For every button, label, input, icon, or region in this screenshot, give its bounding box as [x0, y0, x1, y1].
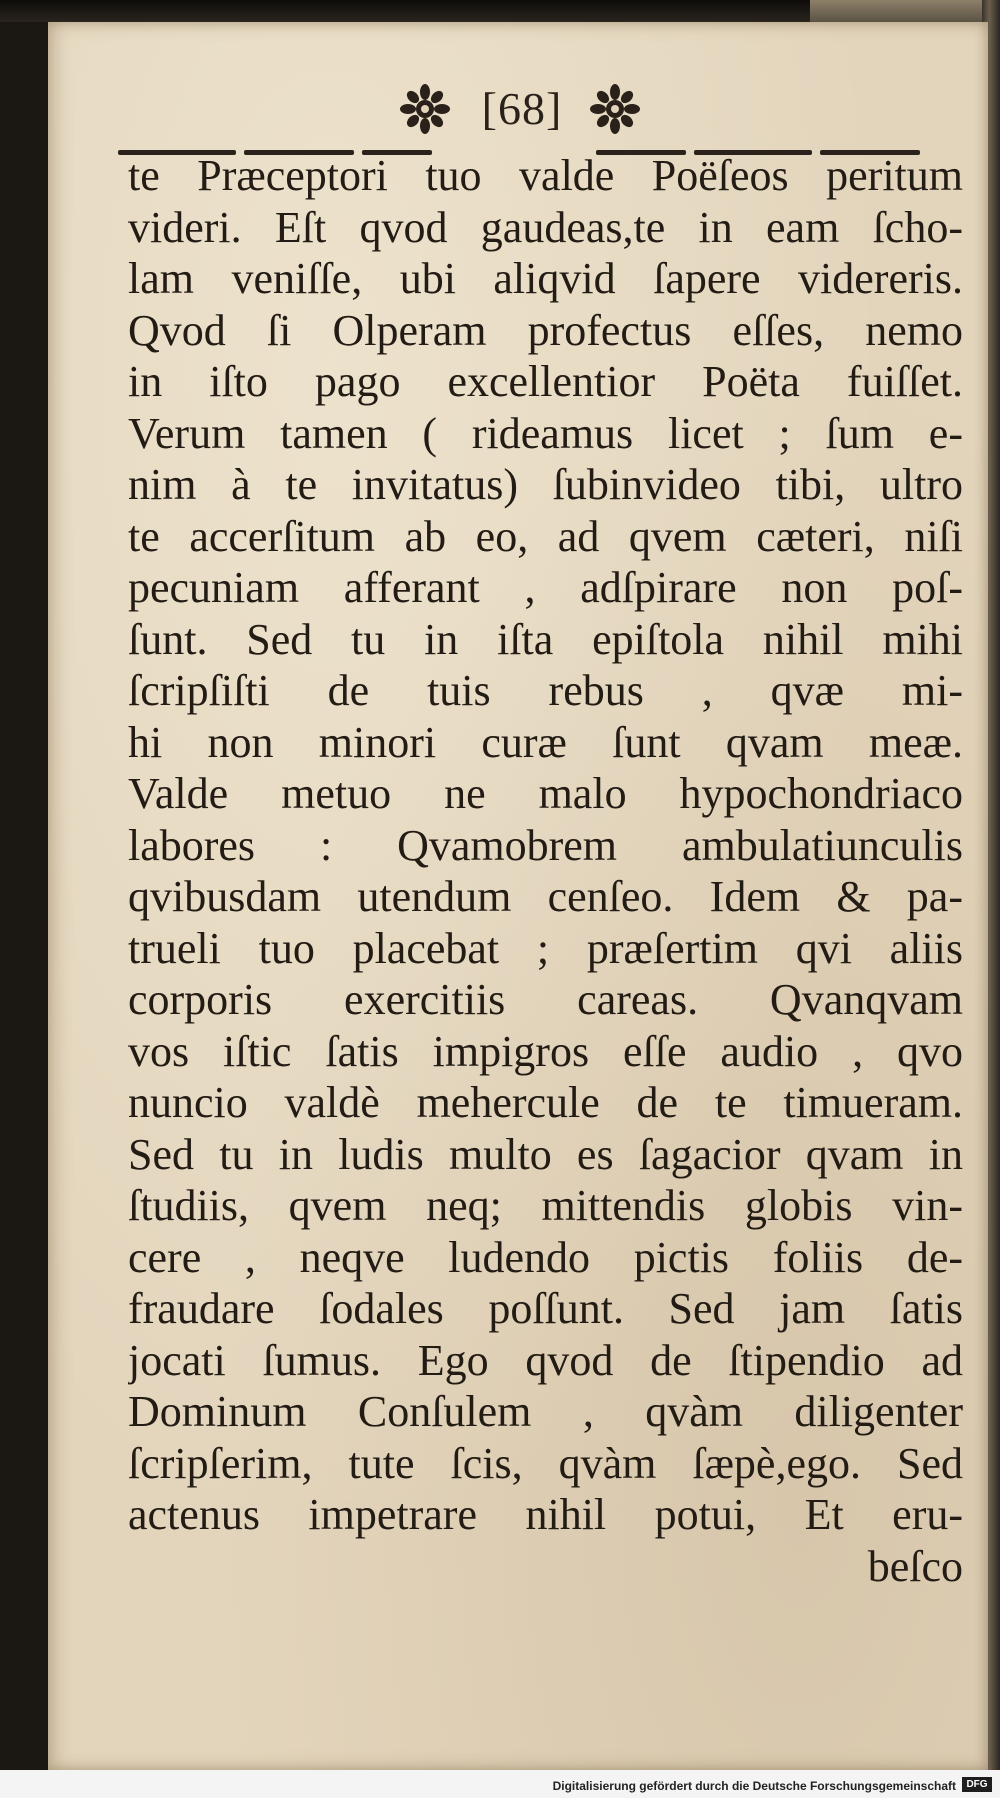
text-line: Verum tamen ( rideamus licet ; ſum e-	[128, 408, 963, 458]
page-header	[48, 82, 988, 142]
text-line: trueli tuo placebat ; præſertim qvi aliis	[128, 923, 963, 973]
fleuron-left-icon	[400, 84, 450, 134]
text-line: actenus impetrare nihil potui, Et eru-	[128, 1490, 963, 1539]
text-line: cere , neqve ludendo pictis foliis de-	[128, 1232, 963, 1282]
text-line: corporis exercitiis careas. Qvanqvam	[128, 975, 963, 1024]
text-line: ſcripſerim, tute ſcis, qvàm ſæpè,ego. Sed	[128, 1438, 963, 1488]
text-line: lam veniſſe, ubi aliqvid ſapere videreris.	[128, 254, 963, 303]
text-line: nim à te invitatus) ſubinvideo tibi, ultro	[128, 460, 963, 509]
text-line: labores : Qvamobrem ambulatiunculis	[128, 820, 963, 870]
text-line: te accerſitum ab eo, ad qvem cæteri, niſi	[128, 511, 963, 561]
fleuron-right-icon	[590, 84, 640, 134]
page-number: [68]	[481, 83, 563, 134]
footer-bar	[0, 1770, 1000, 1798]
text-line: hi non minori curæ ſunt qvam meæ.	[128, 717, 963, 767]
text-line: te Præceptori tuo valde Poëſeos peritum	[128, 151, 963, 200]
text-line: fraudare ſodales poſſunt. Sed jam ſatis	[128, 1284, 963, 1333]
book-page	[48, 22, 988, 1770]
text-line: ſcripſiſti de tuis rebus , qvæ mi-	[128, 666, 963, 715]
text-line: Valde metuo ne malo hypochondriaco	[128, 769, 963, 818]
text-line: pecuniam afferant , adſpirare non poſ-	[128, 563, 963, 612]
text-line: Sed tu in ludis multo es ſagacior qvam in	[128, 1129, 963, 1179]
text-line: qvibusdam utendum cenſeo. Idem & pa-	[128, 872, 963, 921]
dfg-logo-icon: DFG	[962, 1777, 992, 1792]
text-line: vos iſtic ſatis impigros eſſe audio , qvo	[128, 1026, 963, 1076]
text-line: nuncio valdè mehercule de te timueram.	[128, 1078, 963, 1127]
footer-credit: Digitalisierung gefördert durch die Deutsche Forschungsgemeinschaft	[552, 1779, 956, 1793]
text-line: Dominum Conſulem , qvàm diligenter	[128, 1387, 963, 1436]
catchword: beſco	[867, 1541, 963, 1591]
text-line: jocati ſumus. Ego qvod de ſtipendio ad	[128, 1335, 963, 1385]
text-line: Qvod ſi Olperam profectus eſſes, nemo	[128, 305, 963, 355]
text-line: ſtudiis, qvem neq; mittendis globis vin-	[128, 1181, 963, 1230]
body-text	[128, 150, 963, 1592]
text-line: in iſto pago excellentior Poëta fuiſſet.	[128, 357, 963, 406]
text-line: videri. Eſt qvod gaudeas,te in eam ſcho-	[128, 202, 963, 252]
text-line: ſunt. Sed tu in iſta epiſtola nihil mihi	[128, 614, 963, 664]
book-edge-corner	[810, 0, 1000, 22]
